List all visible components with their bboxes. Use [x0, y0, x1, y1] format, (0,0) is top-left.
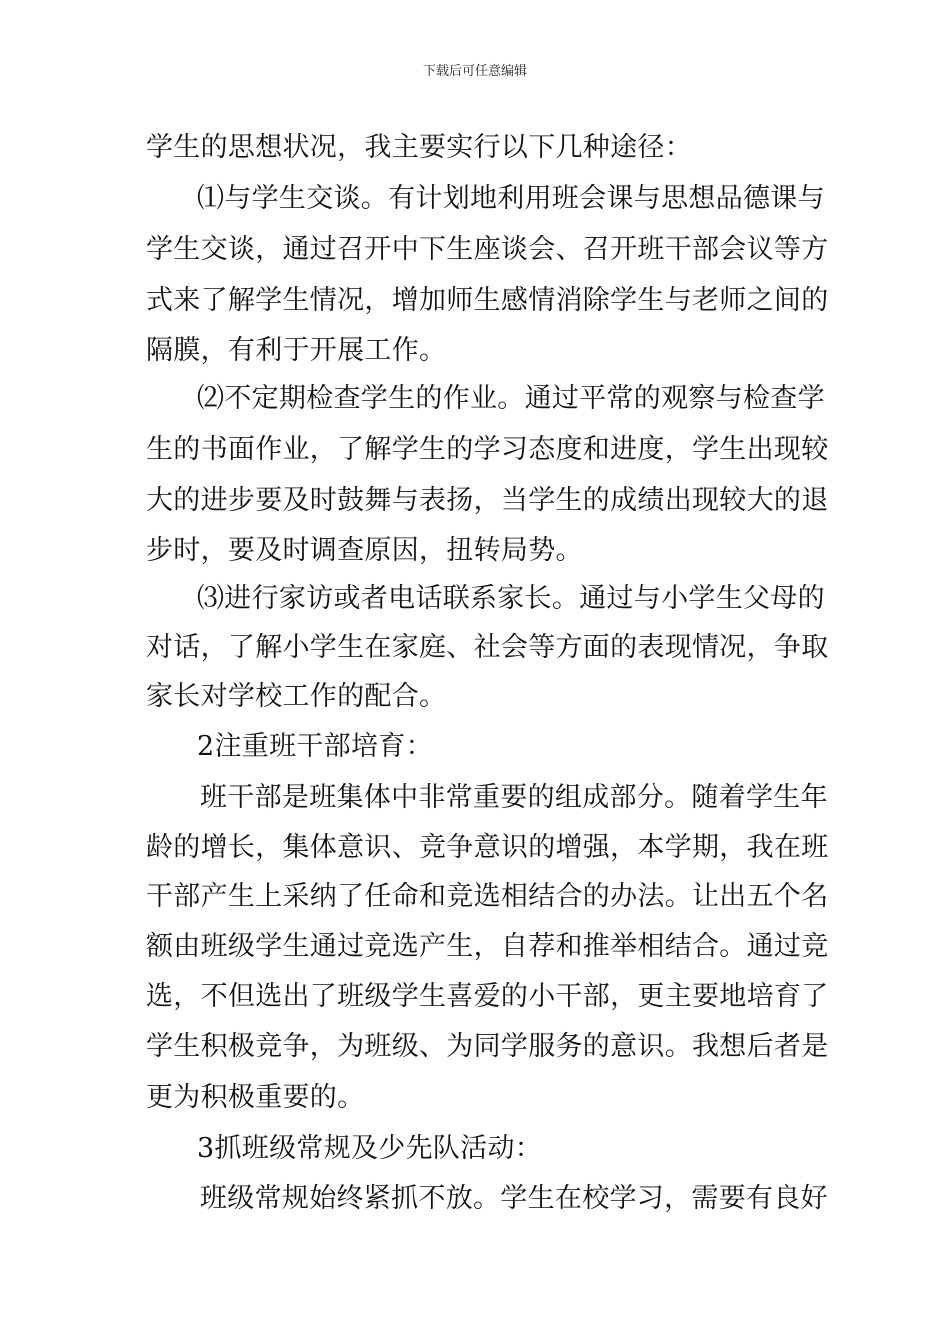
text-line: 对话，了解小学生在家庭、社会等方面的表现情况，争取: [146, 632, 829, 663]
text-line: ⑵不定期检查学生的作业。通过平常的观察与检查学: [197, 383, 825, 414]
text-line: 生的书面作业，了解学生的学习态度和进度，学生出现较: [146, 434, 829, 465]
text-line: 家长对学校工作的配合。: [146, 681, 447, 712]
text-line: 班干部是班集体中非常重要的组成部分。随着学生年: [200, 782, 828, 813]
text-line: 式来了解学生情况，增加师生感情消除学生与老师之间的: [146, 285, 829, 316]
text-line: 龄的增长，集体意识、竞争意识的增强，本学期，我在班: [146, 832, 829, 863]
section-heading: 2注重班干部培育：: [197, 731, 433, 762]
text-line: 隔膜，有利于开展工作。: [146, 335, 447, 366]
page-header: 下载后可任意编辑: [422, 64, 527, 79]
text-line: ⑴与学生交谈。有计划地利用班会课与思想品德课与: [197, 183, 825, 214]
text-line: ⑶进行家访或者电话联系家长。通过与小学生父母的: [197, 583, 825, 614]
text-line: 选，不但选出了班级学生喜爱的小干部，更主要地培育了: [146, 981, 829, 1012]
section-heading: 3抓班级常规及少先队活动：: [197, 1133, 543, 1164]
text-line: 额由班级学生通过竞选产生，自荐和推举相结合。通过竞: [146, 931, 829, 962]
text-line: 学生交谈，通过召开中下生座谈会、召开班干部会议等方: [146, 234, 829, 265]
text-line: 班级常规始终紧抓不放。学生在校学习，需要有良好: [200, 1183, 828, 1214]
text-line: 学生的思想状况，我主要实行以下几种途径：: [146, 132, 692, 163]
text-line: 更为积极重要的。: [146, 1082, 365, 1113]
text-line: 干部产生上采纳了任命和竞选相结合的办法。让出五个名: [146, 881, 829, 912]
text-line: 大的进步要及时鼓舞与表扬，当学生的成绩出现较大的退: [146, 485, 829, 516]
text-line: 步时，要及时调查原因，扭转局势。: [146, 535, 583, 566]
text-line: 学生积极竞争，为班级、为同学服务的意识。我想后者是: [146, 1031, 829, 1062]
